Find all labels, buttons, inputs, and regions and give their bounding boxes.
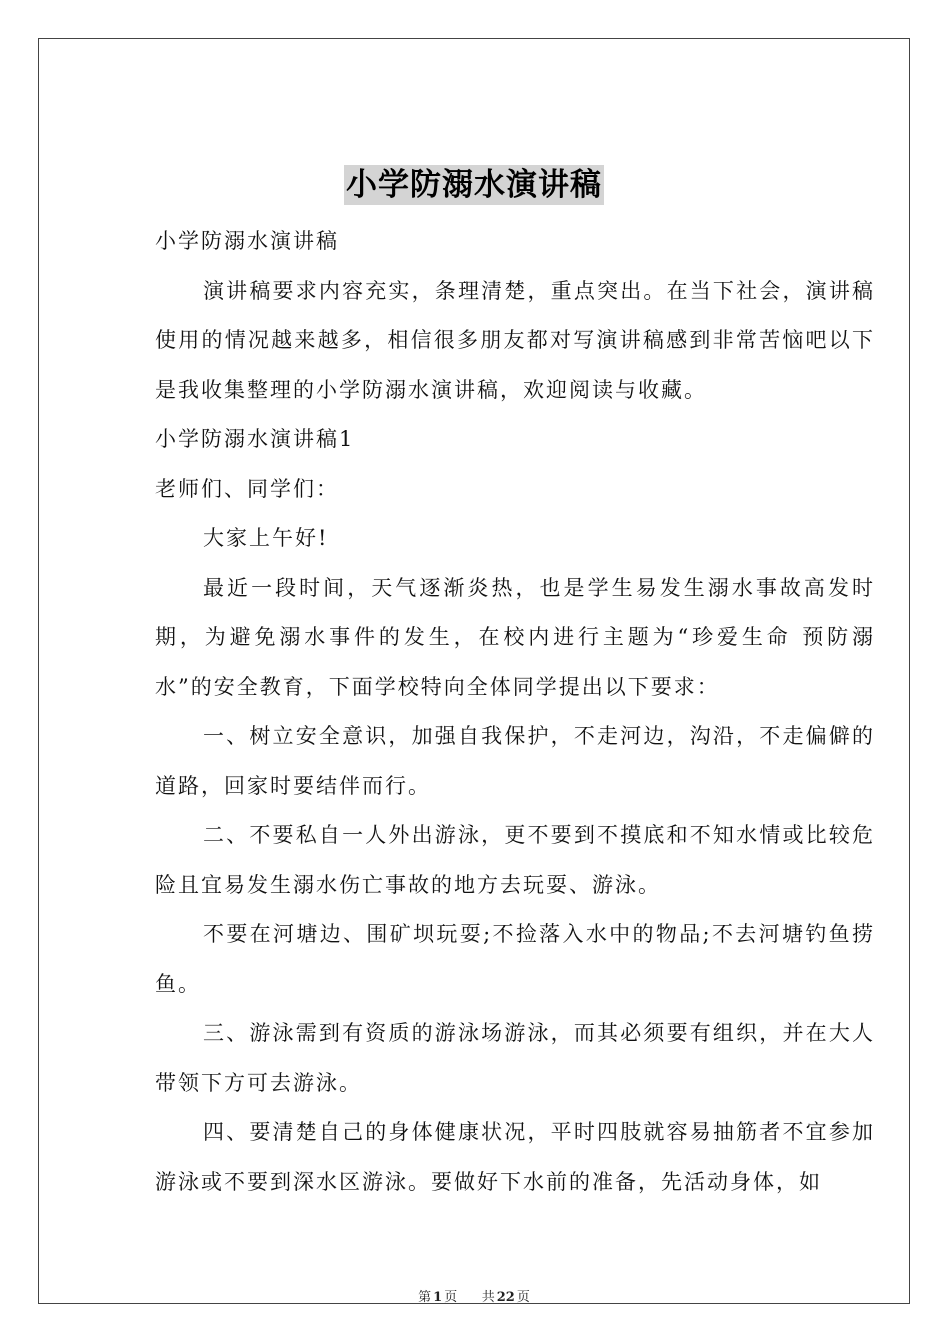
greeting: 大家上午好! [203,526,329,550]
title-wrapper [39,165,909,205]
paragraph: 小学防溺水演讲稿 [155,229,339,253]
page-prefix: 第 [418,1290,432,1305]
paragraph: 三、游泳需到有资质的游泳场游泳，而其必须要有组织，并在大人带领下方可去游泳。 [155,1021,875,1095]
paragraph: 四、要清楚自己的身体健康状况，平时四肢就容易抽筋者不宜参加游泳或不要到深水区游泳。要做好下水前的准备，先活动身体，如 [155,1120,875,1194]
paragraph: 演讲稿要求内容充实，条理清楚，重点突出。在当下社会，演讲稿使用的情况越来越多，相信很多朋友都对写演讲稿感到非常苦恼吧以下是我收集整理的小学防溺水演讲稿，欢迎阅读与收藏。 [155,278,875,402]
page-footer [39,1286,909,1305]
page-suffix: 页 [444,1290,458,1305]
document-body [155,217,875,1207]
paragraph: 最近一段时间，天气逐渐炎热，也是学生易发生溺水事故高发时期，为避免溺水事件的发生，在校内进行主题为“珍爱生命 预防溺水”的安全教育，下面学校特向全体同学提出以下要求： [155,575,875,699]
paragraph: 不要在河塘边、围矿坝玩耍;不捡落入水中的物品;不去河塘钓鱼捞鱼。 [155,922,875,996]
paragraph: 一、树立安全意识，加强自我保护，不走河边，沟沿，不走偏僻的道路，回家时要结伴而行。 [155,724,875,798]
paragraph: 二、不要私自一人外出游泳，更不要到不摸底和不知水情或比较危险且宜易发生溺水伤亡事故的地方去玩耍、游泳。 [155,823,875,897]
total-pages: 22 [496,1290,515,1305]
salutation: 老师们、同学们： [155,476,339,501]
section-heading: 小学防溺水演讲稿1 [155,427,355,451]
document-title: 小学防溺水演讲稿 [346,167,602,203]
total-prefix: 共 [481,1290,495,1305]
page-number [416,1290,459,1305]
page-total [480,1290,532,1305]
total-suffix: 页 [516,1290,530,1305]
page-current: 1 [433,1290,443,1305]
document-page [38,38,910,1304]
